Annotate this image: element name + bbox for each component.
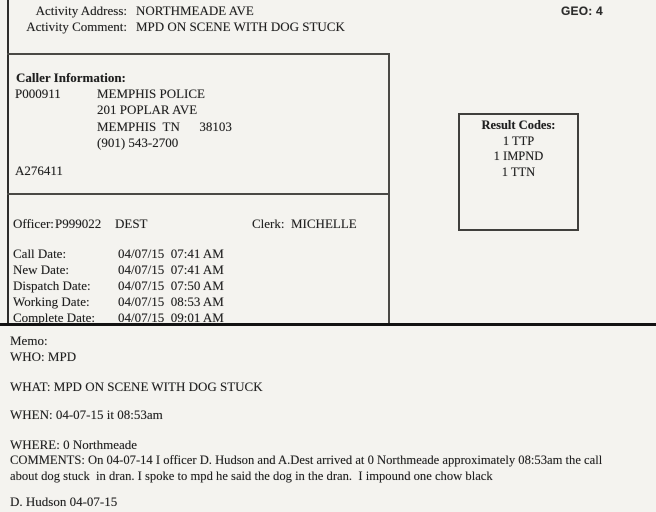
activity-address-row xyxy=(0,3,254,19)
caller-information-title: Caller Information: xyxy=(16,70,126,85)
result-code-item: 1 TTP xyxy=(502,133,535,148)
memo-who: WHO: MPD xyxy=(10,349,77,364)
clerk-label: Clerk: xyxy=(252,216,285,231)
caller-phone: (901) 543-2700 xyxy=(97,135,179,151)
officer-id: P999022 xyxy=(55,216,102,231)
memo-comments: COMMENTS: On 04-07-14 I officer D. Hudson and A.Dest arrived at 0 Northmeade approximately 08:53am the call about dog stuck in dran. I spoke to mpd he said the dog in the dran. I impound one chow black xyxy=(10,453,606,484)
result-codes-title: Result Codes: xyxy=(481,118,556,132)
result-code-item: 1 TTN xyxy=(501,164,536,179)
memo-divider-line xyxy=(0,323,656,326)
activity-address-label: Activity Address: xyxy=(35,3,127,18)
dispatch-date-label: Dispatch Date: xyxy=(13,278,91,293)
animal-id: A276411 xyxy=(15,163,63,178)
caller-name: MEMPHIS POLICE xyxy=(97,86,205,101)
officer-label: Officer: xyxy=(13,216,54,231)
left-border-line xyxy=(7,0,9,326)
memo-signature: D. Hudson 04-07-15 xyxy=(10,494,118,509)
caller-city-state-zip: MEMPHIS TN 38103 xyxy=(97,118,232,134)
caller-details xyxy=(97,86,232,152)
working-date-value: 04/07/15 08:53 AM xyxy=(118,294,224,309)
activity-comment-value: MPD ON SCENE WITH DOG STUCK xyxy=(136,19,345,34)
caller-street: 201 POPLAR AVE xyxy=(97,102,198,118)
geo-code: GEO: 4 xyxy=(561,4,603,18)
header-divider-line xyxy=(7,53,389,55)
activity-address-value: NORTHMEADE AVE xyxy=(136,3,254,18)
memo-what: WHAT: MPD ON SCENE WITH DOG STUCK xyxy=(10,379,263,394)
caller-id: P000911 xyxy=(15,86,61,101)
working-date-label: Working Date: xyxy=(13,294,90,309)
memo-title: Memo: xyxy=(10,333,48,348)
memo-when: WHEN: 04-07-15 it 08:53am xyxy=(10,407,163,422)
dispatch-date-value: 04/07/15 07:50 AM xyxy=(118,278,224,293)
new-date-value: 04/07/15 07:41 AM xyxy=(118,262,224,277)
activity-comment-label: Activity Comment: xyxy=(26,19,127,34)
complete-date-value: 04/07/15 09:01 AM xyxy=(118,310,224,325)
new-date-label: New Date: xyxy=(13,262,69,277)
call-date-value: 04/07/15 07:41 AM xyxy=(118,246,224,261)
complete-date-label: Complete Date: xyxy=(13,310,95,325)
call-date-label: Call Date: xyxy=(13,246,67,261)
result-codes-box xyxy=(458,113,579,231)
officer-name: DEST xyxy=(115,216,148,231)
info-box-right-border xyxy=(388,53,390,326)
memo-where: WHERE: 0 Northmeade xyxy=(10,437,138,452)
caller-officer-divider xyxy=(7,193,389,195)
result-code-item: 1 IMPND xyxy=(493,149,544,163)
activity-comment-row xyxy=(0,19,345,35)
clerk-name: MICHELLE xyxy=(291,216,357,231)
